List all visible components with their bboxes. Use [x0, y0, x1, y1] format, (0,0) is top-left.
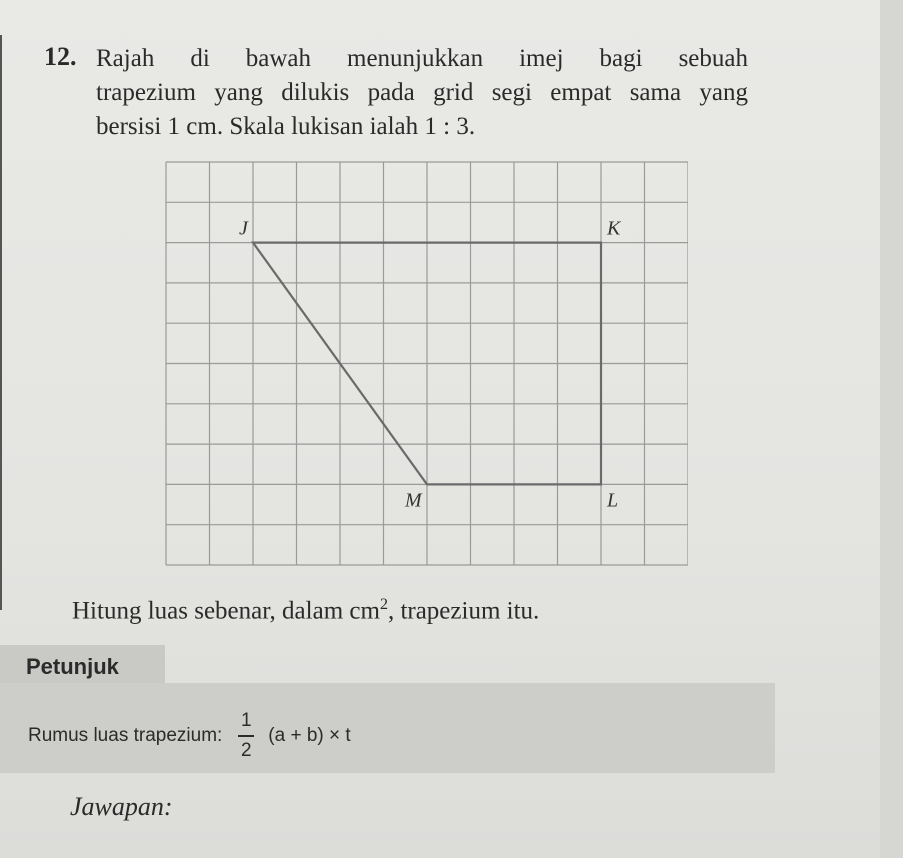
task-prompt-end: , trapezium itu.: [387, 597, 540, 625]
vertex-label-m: M: [405, 489, 422, 512]
question-number: 12.: [44, 42, 77, 71]
margin-rule: [0, 35, 2, 610]
formula-expression: (a + b) × t: [268, 725, 351, 746]
vertex-label-l: L: [607, 489, 619, 512]
vertex-label-k: K: [607, 217, 621, 240]
formula-label: Rumus luas trapezium:: [28, 725, 223, 746]
task-prompt-text: Hitung luas sebenar, dalam cm: [72, 597, 380, 625]
vertex-label-j: J: [239, 217, 248, 240]
grid-diagram: [162, 158, 688, 570]
question-line-1: Rajah di bawah menunjukkan imej bagi sebuah: [96, 45, 748, 72]
question-line-2: trapezium yang dilukis pada grid segi empat sama yang: [96, 79, 748, 106]
fraction-denominator: 2: [241, 740, 252, 761]
question-text: [96, 42, 748, 144]
trapezium-formula: [28, 710, 351, 762]
question-line-3: bersisi 1 cm. Skala lukisan ialah 1 : 3.: [96, 113, 476, 140]
trapezium-figure: [162, 158, 688, 575]
hint-title: Petunjuk: [26, 654, 119, 679]
answer-label: Jawapan:: [70, 792, 173, 821]
unit-exponent: 2: [379, 596, 388, 613]
half-fraction: [238, 710, 254, 762]
fraction-numerator: 1: [241, 710, 252, 731]
fraction-bar: [238, 735, 254, 737]
task-prompt: [72, 596, 539, 625]
